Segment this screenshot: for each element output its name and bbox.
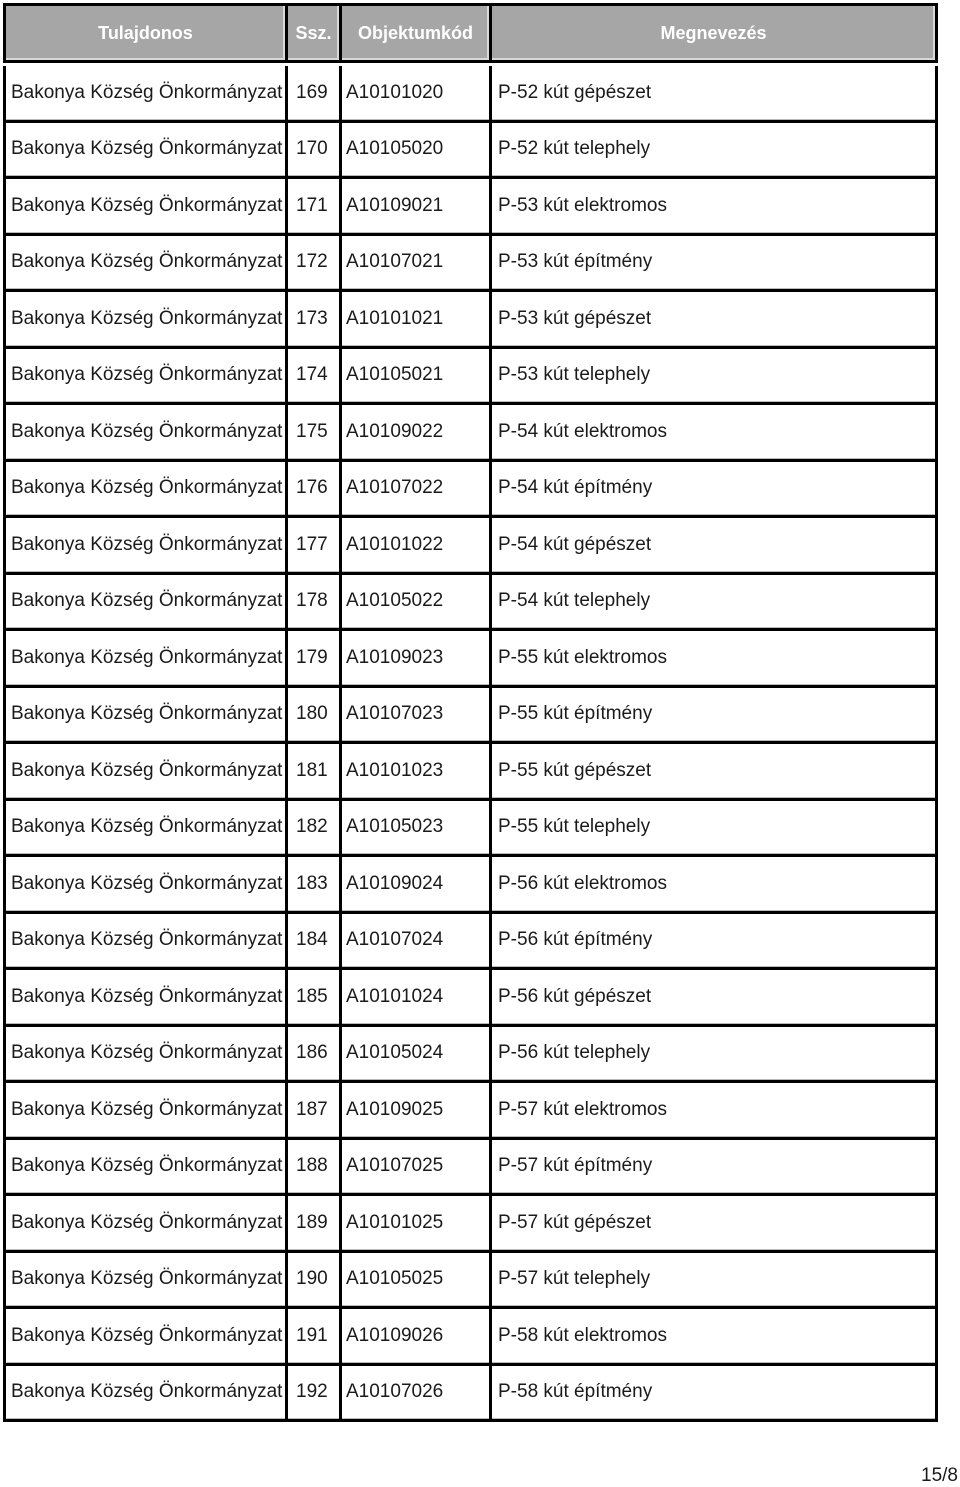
cell-object-code: A10109024 <box>341 856 491 913</box>
cell-object-code: A10107025 <box>341 1138 491 1195</box>
cell-name: P-53 kút elektromos <box>491 178 937 235</box>
cell-number: 182 <box>287 799 341 856</box>
cell-object-code: A10109021 <box>341 178 491 235</box>
cell-owner: Bakonya Község Önkormányzat <box>5 347 287 404</box>
cell-object-code: A10101025 <box>341 1195 491 1252</box>
cell-name: P-53 kút telephely <box>491 347 937 404</box>
cell-name: P-52 kút telephely <box>491 121 937 178</box>
cell-number: 178 <box>287 573 341 630</box>
cell-number: 186 <box>287 1025 341 1082</box>
cell-owner: Bakonya Község Önkormányzat <box>5 856 287 913</box>
header-row <box>5 5 937 62</box>
cell-number: 191 <box>287 1308 341 1365</box>
table-body <box>5 66 937 1421</box>
cell-number: 176 <box>287 460 341 517</box>
cell-owner: Bakonya Község Önkormányzat <box>5 291 287 348</box>
cell-object-code: A10105023 <box>341 799 491 856</box>
cell-owner: Bakonya Község Önkormányzat <box>5 743 287 800</box>
table-row <box>5 686 937 743</box>
table-row <box>5 1025 937 1082</box>
cell-name: P-56 kút elektromos <box>491 856 937 913</box>
cell-object-code: A10105024 <box>341 1025 491 1082</box>
cell-name: P-53 kút gépészet <box>491 291 937 348</box>
cell-name: P-55 kút elektromos <box>491 630 937 687</box>
header-code: Objektumkód <box>341 5 491 62</box>
cell-number: 170 <box>287 121 341 178</box>
cell-name: P-56 kút telephely <box>491 1025 937 1082</box>
cell-object-code: A10101023 <box>341 743 491 800</box>
cell-owner: Bakonya Község Önkormányzat <box>5 1138 287 1195</box>
table-row <box>5 912 937 969</box>
cell-object-code: A10107023 <box>341 686 491 743</box>
cell-owner: Bakonya Község Önkormányzat <box>5 234 287 291</box>
header-name: Megnevezés <box>491 5 937 62</box>
table-row <box>5 1251 937 1308</box>
cell-owner: Bakonya Község Önkormányzat <box>5 1251 287 1308</box>
table-row <box>5 573 937 630</box>
cell-owner: Bakonya Község Önkormányzat <box>5 404 287 461</box>
cell-owner: Bakonya Község Önkormányzat <box>5 1308 287 1365</box>
table-row <box>5 404 937 461</box>
cell-number: 190 <box>287 1251 341 1308</box>
table-row <box>5 121 937 178</box>
table-row <box>5 234 937 291</box>
cell-owner: Bakonya Község Önkormányzat <box>5 517 287 574</box>
table-row <box>5 743 937 800</box>
cell-owner: Bakonya Község Önkormányzat <box>5 1082 287 1139</box>
cell-owner: Bakonya Község Önkormányzat <box>5 686 287 743</box>
cell-owner: Bakonya Község Önkormányzat <box>5 1364 287 1421</box>
cell-object-code: A10109022 <box>341 404 491 461</box>
cell-object-code: A10101024 <box>341 969 491 1026</box>
table-row <box>5 178 937 235</box>
cell-name: P-57 kút gépészet <box>491 1195 937 1252</box>
header-number: Ssz. <box>287 5 341 62</box>
cell-number: 177 <box>287 517 341 574</box>
object-table <box>3 3 938 1422</box>
cell-object-code: A10109026 <box>341 1308 491 1365</box>
cell-name: P-55 kút építmény <box>491 686 937 743</box>
cell-name: P-57 kút elektromos <box>491 1082 937 1139</box>
table-row <box>5 1364 937 1421</box>
cell-number: 179 <box>287 630 341 687</box>
cell-number: 192 <box>287 1364 341 1421</box>
table-row <box>5 799 937 856</box>
cell-number: 188 <box>287 1138 341 1195</box>
cell-name: P-56 kút építmény <box>491 912 937 969</box>
cell-object-code: A10109023 <box>341 630 491 687</box>
cell-name: P-57 kút telephely <box>491 1251 937 1308</box>
table-row <box>5 630 937 687</box>
cell-number: 181 <box>287 743 341 800</box>
cell-object-code: A10107021 <box>341 234 491 291</box>
cell-name: P-54 kút telephely <box>491 573 937 630</box>
cell-owner: Bakonya Község Önkormányzat <box>5 573 287 630</box>
table-row <box>5 347 937 404</box>
table-row <box>5 66 937 121</box>
cell-name: P-55 kút telephely <box>491 799 937 856</box>
table-header <box>5 5 937 67</box>
cell-owner: Bakonya Község Önkormányzat <box>5 66 287 121</box>
cell-owner: Bakonya Község Önkormányzat <box>5 912 287 969</box>
cell-object-code: A10101021 <box>341 291 491 348</box>
cell-owner: Bakonya Község Önkormányzat <box>5 1025 287 1082</box>
cell-name: P-54 kút építmény <box>491 460 937 517</box>
cell-owner: Bakonya Község Önkormányzat <box>5 460 287 517</box>
cell-name: P-54 kút elektromos <box>491 404 937 461</box>
cell-object-code: A10109025 <box>341 1082 491 1139</box>
cell-number: 174 <box>287 347 341 404</box>
cell-owner: Bakonya Község Önkormányzat <box>5 969 287 1026</box>
cell-number: 173 <box>287 291 341 348</box>
header-owner: Tulajdonos <box>5 5 287 62</box>
cell-owner: Bakonya Község Önkormányzat <box>5 121 287 178</box>
cell-owner: Bakonya Község Önkormányzat <box>5 178 287 235</box>
cell-number: 183 <box>287 856 341 913</box>
cell-number: 185 <box>287 969 341 1026</box>
cell-owner: Bakonya Község Önkormányzat <box>5 1195 287 1252</box>
cell-name: P-54 kút gépészet <box>491 517 937 574</box>
cell-name: P-58 kút építmény <box>491 1364 937 1421</box>
cell-object-code: A10105021 <box>341 347 491 404</box>
cell-name: P-55 kút gépészet <box>491 743 937 800</box>
cell-name: P-52 kút gépészet <box>491 66 937 121</box>
cell-name: P-53 kút építmény <box>491 234 937 291</box>
table-row <box>5 969 937 1026</box>
table-row <box>5 1308 937 1365</box>
cell-name: P-56 kút gépészet <box>491 969 937 1026</box>
table-row <box>5 1138 937 1195</box>
page-number: 15/8 <box>921 1465 958 1486</box>
cell-object-code: A10107026 <box>341 1364 491 1421</box>
cell-owner: Bakonya Község Önkormányzat <box>5 630 287 687</box>
cell-number: 187 <box>287 1082 341 1139</box>
cell-object-code: A10105020 <box>341 121 491 178</box>
cell-object-code: A10101022 <box>341 517 491 574</box>
cell-object-code: A10101020 <box>341 66 491 121</box>
cell-name: P-58 kút elektromos <box>491 1308 937 1365</box>
cell-number: 169 <box>287 66 341 121</box>
cell-number: 184 <box>287 912 341 969</box>
table-row <box>5 1195 937 1252</box>
table-row <box>5 460 937 517</box>
cell-object-code: A10107022 <box>341 460 491 517</box>
cell-name: P-57 kút építmény <box>491 1138 937 1195</box>
cell-number: 180 <box>287 686 341 743</box>
cell-object-code: A10107024 <box>341 912 491 969</box>
cell-number: 175 <box>287 404 341 461</box>
cell-owner: Bakonya Község Önkormányzat <box>5 799 287 856</box>
table-row <box>5 291 937 348</box>
cell-number: 189 <box>287 1195 341 1252</box>
cell-object-code: A10105025 <box>341 1251 491 1308</box>
cell-number: 171 <box>287 178 341 235</box>
cell-number: 172 <box>287 234 341 291</box>
table-row <box>5 1082 937 1139</box>
table-row <box>5 517 937 574</box>
cell-object-code: A10105022 <box>341 573 491 630</box>
table-row <box>5 856 937 913</box>
